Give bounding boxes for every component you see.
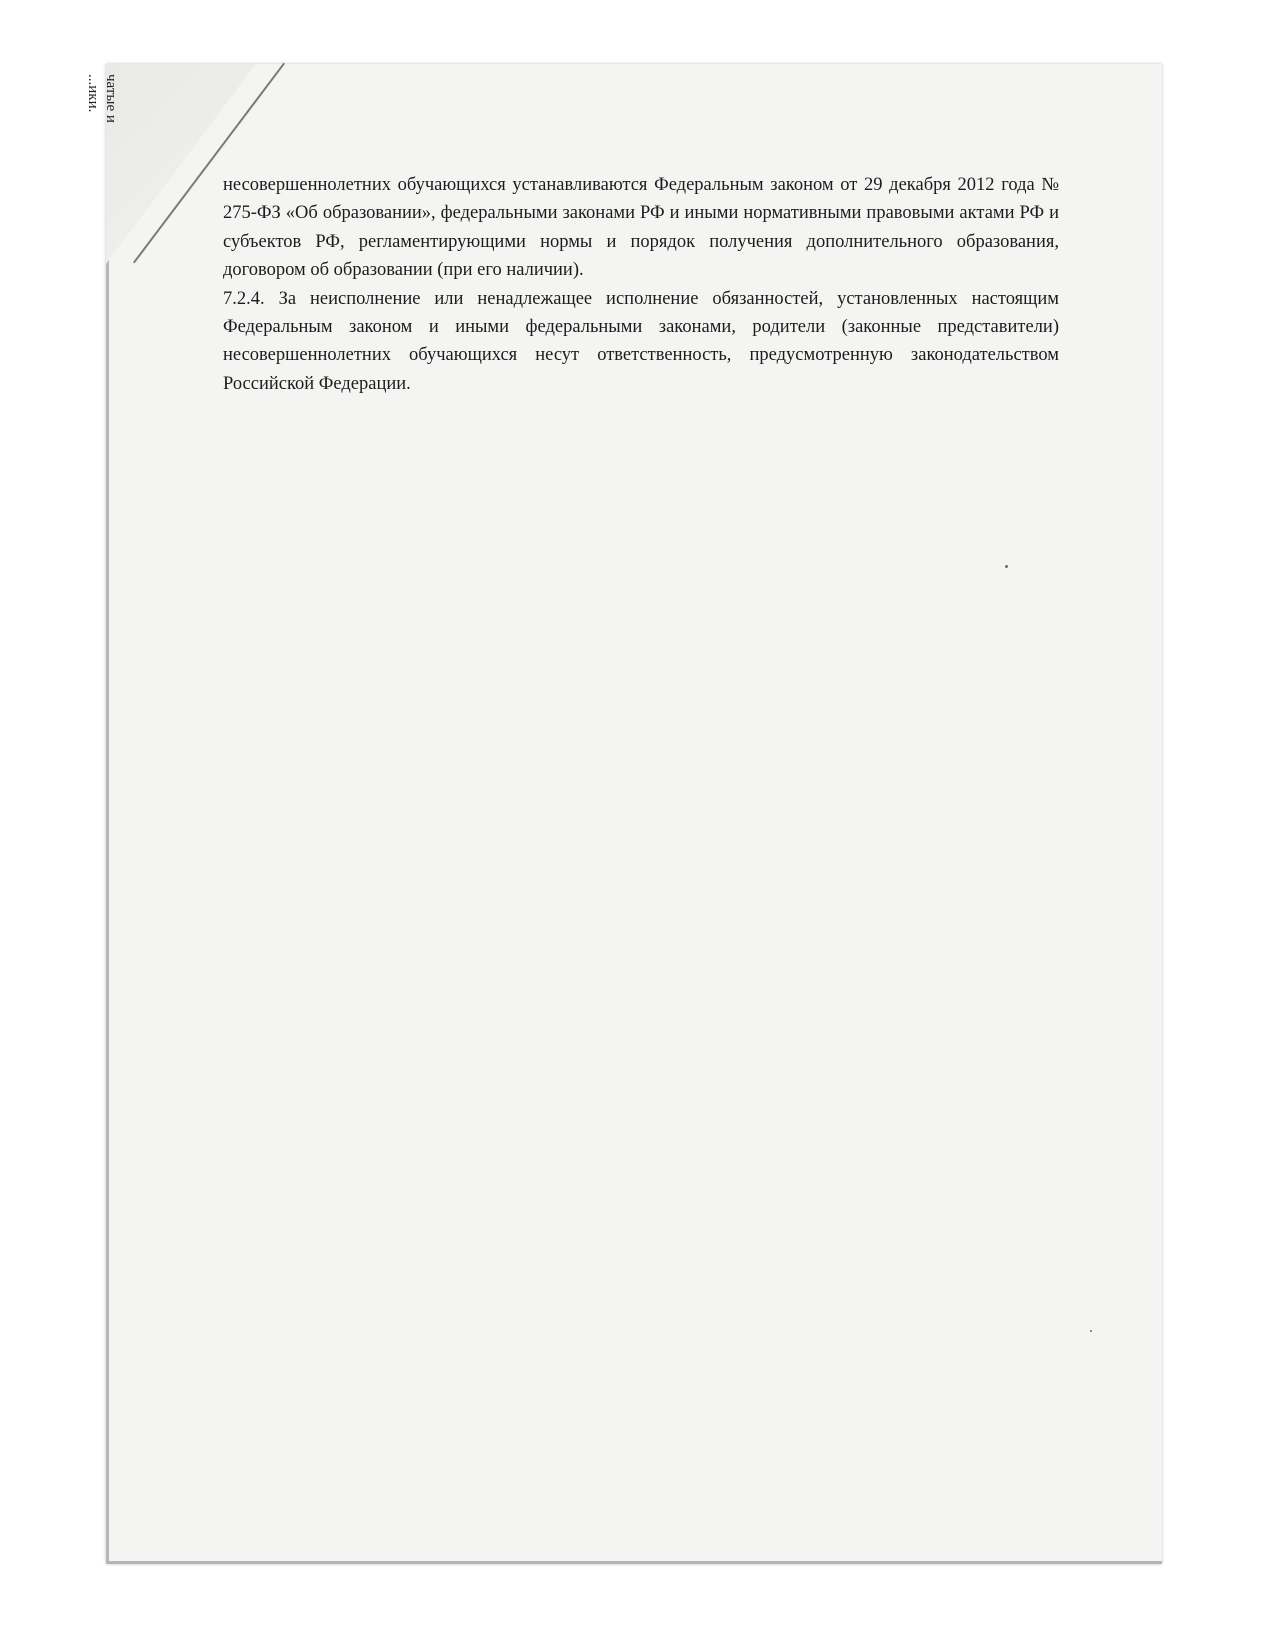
scan-speck — [1005, 565, 1008, 568]
page-bottom-edge — [106, 1561, 1162, 1564]
underlying-line-2: ...ики. — [85, 74, 101, 113]
body-text — [223, 171, 1059, 398]
paragraph-continuation: несовершеннолетних обучающихся устанавливаются Федеральным законом от 29 декабря 2012 года № 275-ФЗ «Об образовании», федеральными законами РФ и иными нормативными правовыми актами РФ и субъектов РФ, регламентирующими нормы и порядок получения дополнительного образования, договором об образовании (при его наличии). — [223, 175, 1059, 281]
paragraph-7-2-4: 7.2.4. За неисполнение или ненадлежащее исполнение обязанностей, установленных настоящим Федеральным законом и иными федеральными законами, родители (законные представители) несовершеннолетних обучающихся несут ответственность, предусмотренную законодательством Российской Федерации. — [223, 288, 1059, 394]
underlying-line-1: чатые и — [103, 74, 119, 123]
page-left-edge — [106, 64, 109, 1564]
underlying-page-fragment — [84, 74, 120, 123]
scan-speck — [1090, 1330, 1092, 1332]
